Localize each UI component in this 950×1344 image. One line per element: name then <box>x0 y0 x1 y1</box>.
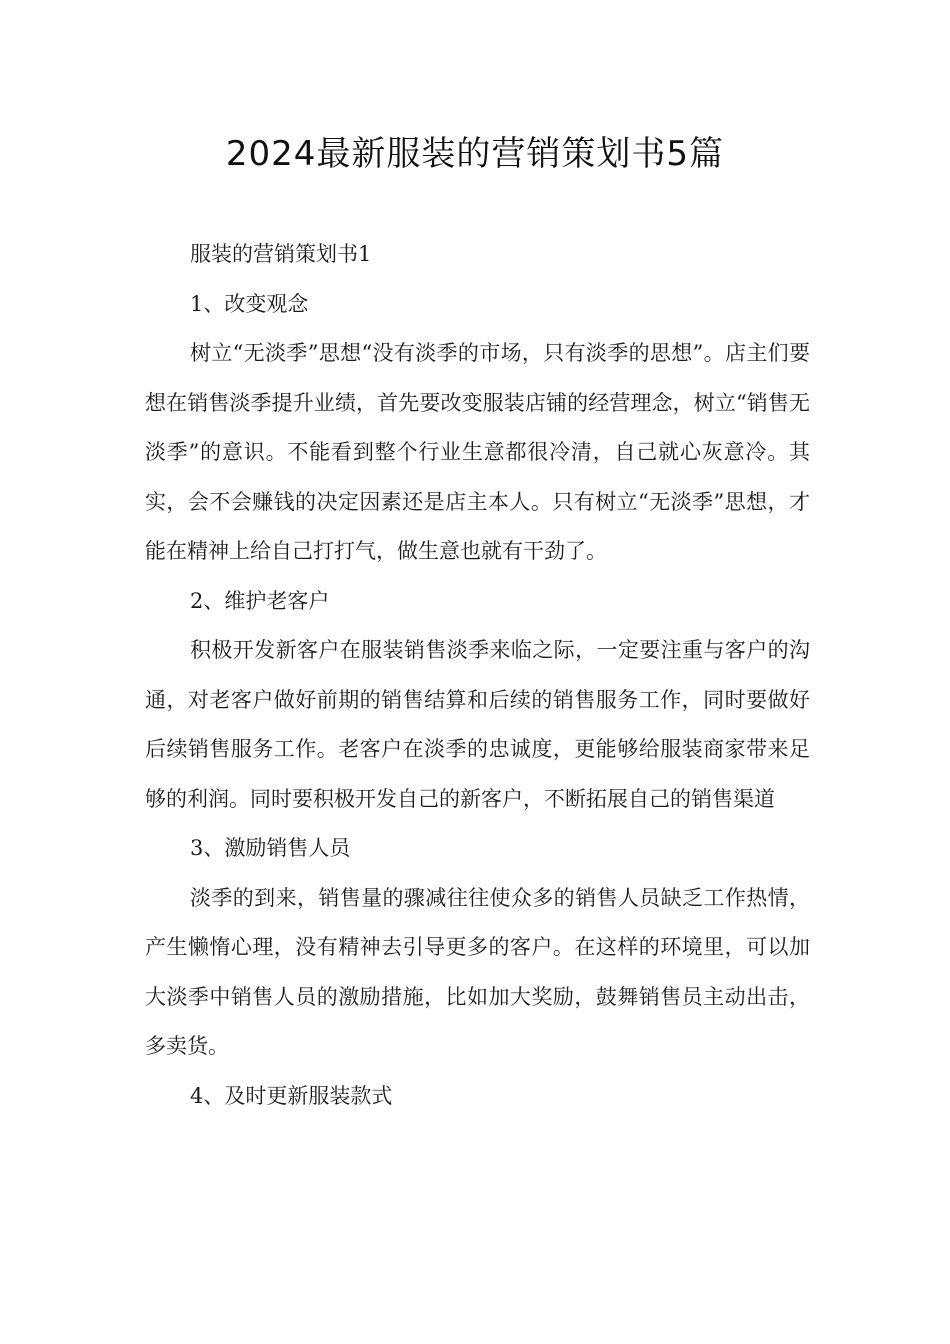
section-heading-2: 2、维护老客户 <box>190 588 330 613</box>
section-heading-3: 3、激励销售人员 <box>190 836 351 860</box>
section-heading-4: 4、及时更新服装款式 <box>190 1083 393 1108</box>
section-paragraph-1: 树立“无淡季”思想“没有淡季的市场，只有淡季的思想”。店主们要想在销售淡季提升业绩，首先要改变服装店铺的经营理念，树立“销售无淡季”的意识。不能看到整个行业生意都很冷清，自己就心灰意冷。其实，会不会赚钱的决定因素还是店主本人。只有树立“无淡季”思想，才能在精神上给自己打打气，做生意也就有干劲了。 <box>145 341 810 563</box>
section-heading-1: 1、改变观念 <box>190 291 309 316</box>
document-title: 2024最新服装的营销策划书5篇 <box>225 134 725 174</box>
section-paragraph-3: 淡季的到来，销售量的骤减往往使众多的销售人员缺乏工作热情，产生懒惰心理，没有精神去引导更多的客户。在这样的环境里，可以加大淡季中销售人员的激励措施，比如加大奖励，鼓舞销售员主动出击，多卖货。 <box>145 885 810 1058</box>
section-subtitle: 服装的营销策划书1 <box>190 242 372 266</box>
document-body <box>145 230 810 1121</box>
section-paragraph-2: 积极开发新客户在服装销售淡季来临之际，一定要注重与客户的沟通，对老客户做好前期的销售结算和后续的销售服务工作，同时要做好后续销售服务工作。老客户在淡季的忠诚度，更能够给服装商家带来足够的利润。同时要积极开发自己的新客户，不断拓展自己的销售渠道 <box>145 638 810 811</box>
